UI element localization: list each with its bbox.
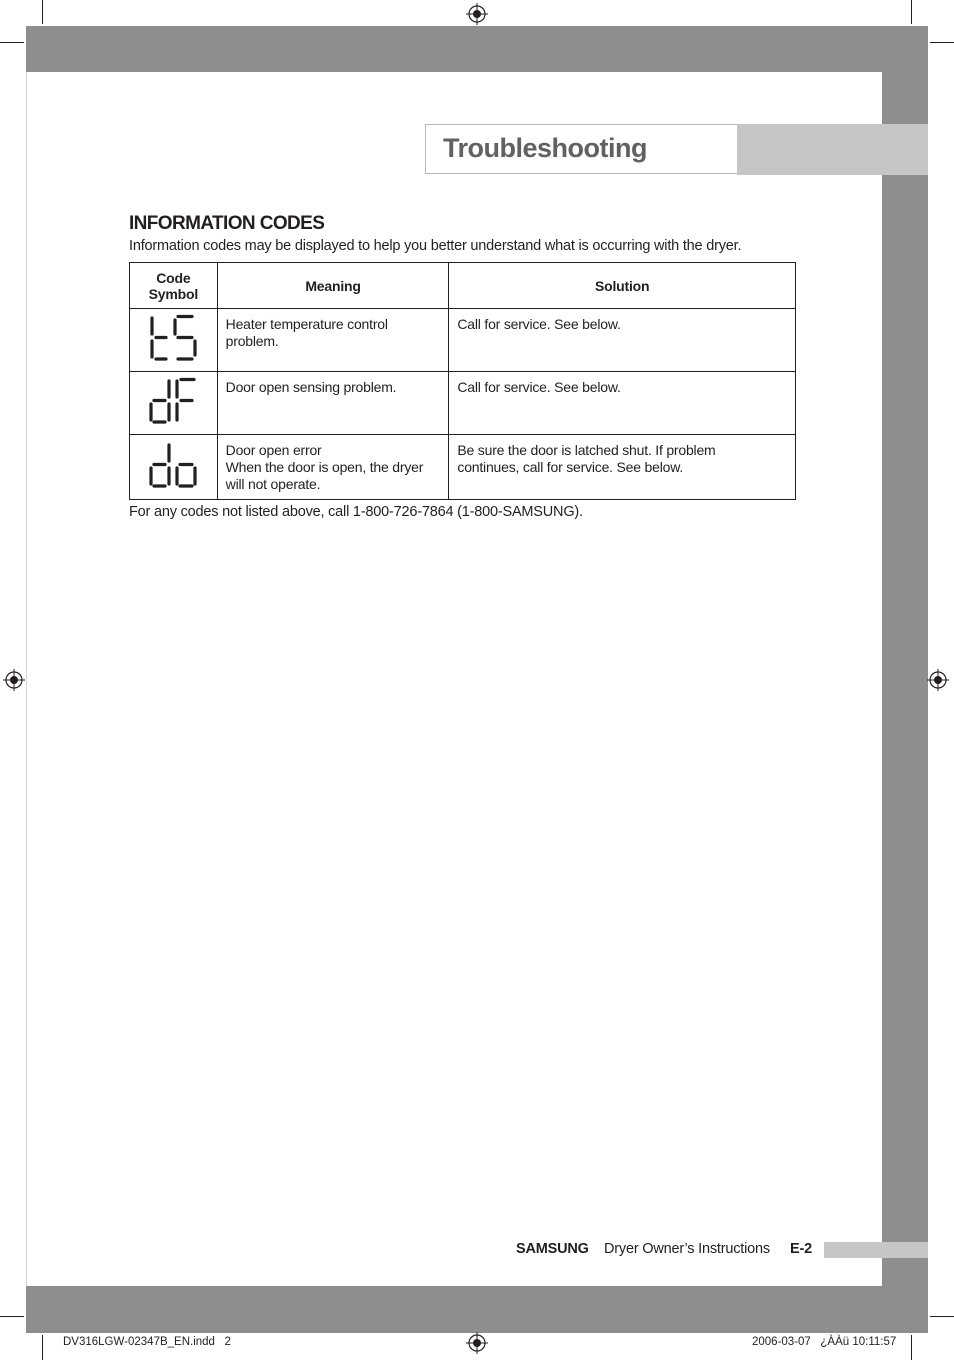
footer-doc-title: Dryer Owner’s Instructions <box>604 1241 770 1257</box>
code-symbol-cell <box>130 435 218 500</box>
solution-cell <box>449 435 796 500</box>
solution-line: Be sure the door is latched shut. If problem <box>457 442 716 458</box>
footer-gray-tab <box>824 1242 928 1258</box>
solution-line: Call for service. See below. <box>457 379 621 395</box>
meaning-line: When the door is open, the dryer <box>225 459 424 475</box>
code-symbol-cell <box>130 309 218 372</box>
solution-cell <box>449 309 796 372</box>
crop-mark <box>930 42 954 43</box>
meaning-cell <box>217 372 449 435</box>
crop-mark <box>42 1335 43 1360</box>
footer-brand: SAMSUNG <box>516 1241 589 1257</box>
registration-mark-icon <box>927 669 949 691</box>
solution-line: continues, call for service. See below. <box>457 459 684 475</box>
section-title-gray-tab <box>737 124 928 175</box>
header-code-symbol <box>130 263 218 309</box>
registration-mark-icon <box>466 3 488 25</box>
footer-page-number: E-2 <box>790 1241 812 1257</box>
header-code-line1: Code <box>156 269 191 286</box>
dF-display-icon <box>147 376 199 426</box>
meaning-cell <box>217 309 449 372</box>
page-title: Troubleshooting <box>443 133 647 163</box>
top-frame-band <box>26 26 928 72</box>
crop-mark <box>930 1316 954 1317</box>
tS-display-icon <box>147 313 199 363</box>
meaning-line: Door open sensing problem. <box>225 379 397 395</box>
service-phone-note: For any codes not listed above, call 1-800-726-7864 (1-800-SAMSUNG). <box>129 504 583 520</box>
registration-mark-icon <box>3 669 25 691</box>
slug-timestamp: 2006-03-07 ¿ÀÀü 10:11:57 <box>752 1336 897 1348</box>
table-row <box>130 372 796 435</box>
meaning-cell <box>217 435 449 500</box>
header-meaning: Meaning <box>217 263 449 309</box>
crop-mark <box>42 0 43 24</box>
header-solution: Solution <box>449 263 796 309</box>
code-symbol-cell <box>130 372 218 435</box>
section-intro: Information codes may be displayed to help you better understand what is occurring with the dryer. <box>129 238 742 254</box>
meaning-line: Door open error <box>225 442 322 458</box>
right-frame-band <box>882 26 928 1333</box>
information-codes-table <box>129 262 796 500</box>
table-header-row <box>130 263 796 309</box>
crop-mark <box>911 1335 912 1360</box>
meaning-line: Heater temperature control <box>225 316 388 332</box>
crop-mark <box>0 1316 24 1317</box>
meaning-line: will not operate. <box>225 476 321 492</box>
meaning-line: problem. <box>225 333 279 349</box>
solution-line: Call for service. See below. <box>457 316 621 332</box>
bottom-frame-band <box>26 1286 928 1333</box>
section-heading: INFORMATION CODES <box>129 213 325 234</box>
header-code-line2: Symbol <box>148 285 199 302</box>
solution-cell <box>449 372 796 435</box>
registration-mark-icon <box>466 1332 488 1354</box>
table-row <box>130 309 796 372</box>
crop-mark <box>911 0 912 24</box>
left-margin-strip <box>26 72 43 1286</box>
crop-mark <box>0 42 24 43</box>
do-display-icon <box>147 440 199 490</box>
slug-filename: DV316LGW-02347B_EN.indd 2 <box>63 1336 231 1348</box>
table-row <box>130 435 796 500</box>
